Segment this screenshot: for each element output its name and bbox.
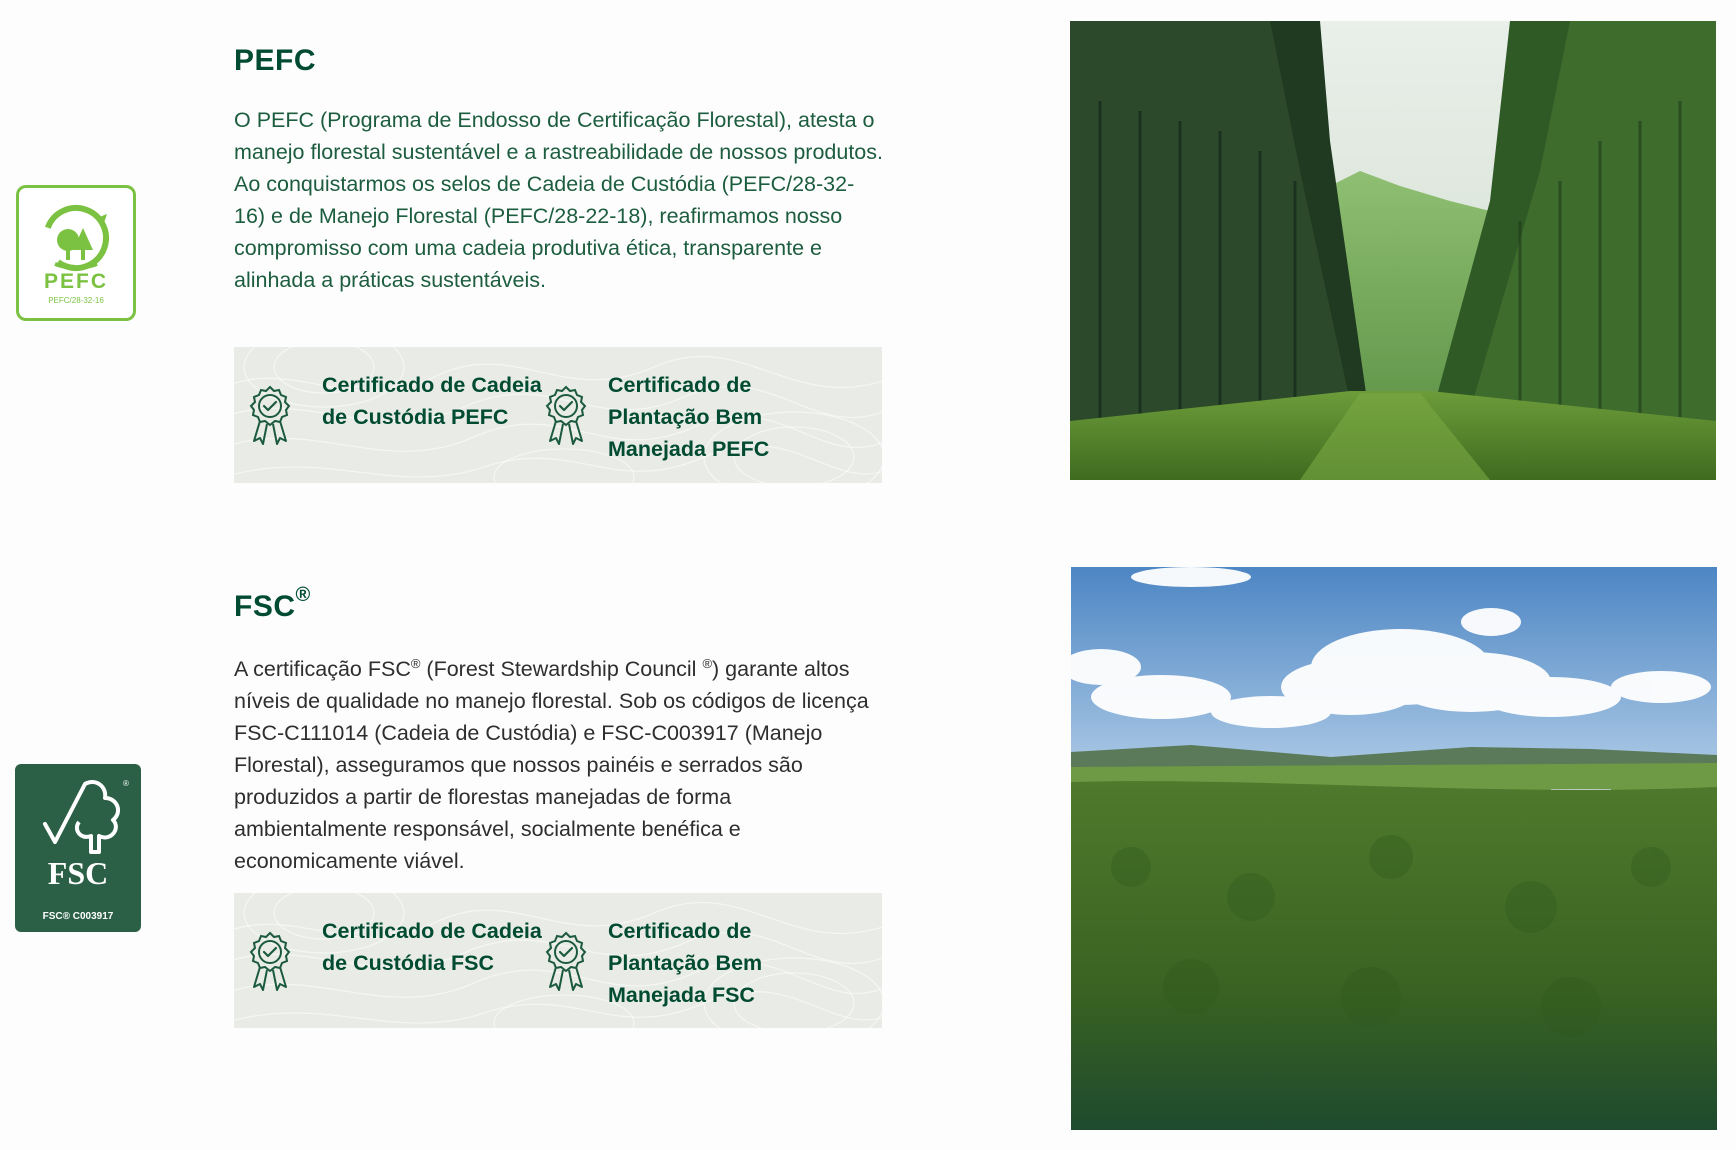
cert-label: Certificado de Cadeia de Custódia FSC [322, 919, 542, 975]
fsc-desc-part-a: A certificação FSC [234, 657, 411, 682]
award-ribbon-icon [544, 385, 588, 449]
fsc-title-text: FSC [234, 590, 296, 623]
cert-item-chain-of-custody-pefc [248, 369, 542, 465]
registered-mark: ® [410, 656, 421, 671]
cert-label: Certificado de Plantação Bem Manejada FSC [608, 919, 763, 1007]
cert-label: Certificado de Cadeia de Custódia PEFC [322, 373, 542, 429]
cert-item-managed-plantation-fsc [544, 915, 874, 1011]
fsc-logo-icon [15, 764, 141, 932]
award-ribbon-icon [248, 931, 292, 995]
fsc-section [0, 545, 1736, 1150]
pefc-title: PEFC [234, 44, 317, 77]
fsc-desc-part-c: ) garante altos níveis de qualidade no manejo florestal. Sob os códigos de licença FSC-C111014 (Cadeia de Custódia) e FSC-C003917 (Manejo Florestal), asseguramos que nossos painéis e serrados são produzidos a partir de florestas manejadas de forma ambientalmente responsável, socialmente benéfica e economicamente viável. [234, 657, 869, 874]
pefc-logo-name: PEFC [43, 270, 109, 293]
fsc-description [234, 648, 884, 877]
cert-item-chain-of-custody-fsc [248, 915, 542, 1011]
svg-text:®: ® [123, 779, 129, 788]
fsc-title [234, 584, 311, 624]
cert-label: Certificado de Plantação Bem Manejada PEFC [608, 373, 770, 461]
fsc-certifications-box [234, 893, 882, 1028]
fsc-logo-name: FSC [47, 855, 109, 891]
pefc-certifications-box [234, 347, 882, 483]
pefc-section [0, 0, 1736, 540]
fsc-logo-code: FSC® C003917 [42, 911, 114, 922]
cert-item-managed-plantation-pefc [544, 369, 874, 465]
fsc-landscape-photo [1071, 567, 1717, 1130]
award-ribbon-icon [248, 385, 292, 449]
pefc-forest-photo [1070, 21, 1716, 480]
pefc-logo-icon [16, 185, 136, 321]
award-ribbon-icon [544, 931, 588, 995]
pefc-logo-code: PEFC/28-32-16 [48, 296, 104, 305]
registered-mark: ® [702, 656, 713, 671]
pefc-description: O PEFC (Programa de Endosso de Certificação Florestal), atesta o manejo florestal sustentável e a rastreabilidade de nossos produtos. Ao conquistarmos os selos de Cadeia de Custódia (PEFC/28-32-16) e de Manejo Florestal (PEFC/28-22-18), reafirmamos nosso compromisso com uma cadeia produtiva ética, transparente e alinhada a práticas sustentáveis. [234, 108, 883, 292]
fsc-title-mark: ® [295, 584, 311, 606]
fsc-desc-part-b: (Forest Stewardship Council [420, 657, 703, 682]
